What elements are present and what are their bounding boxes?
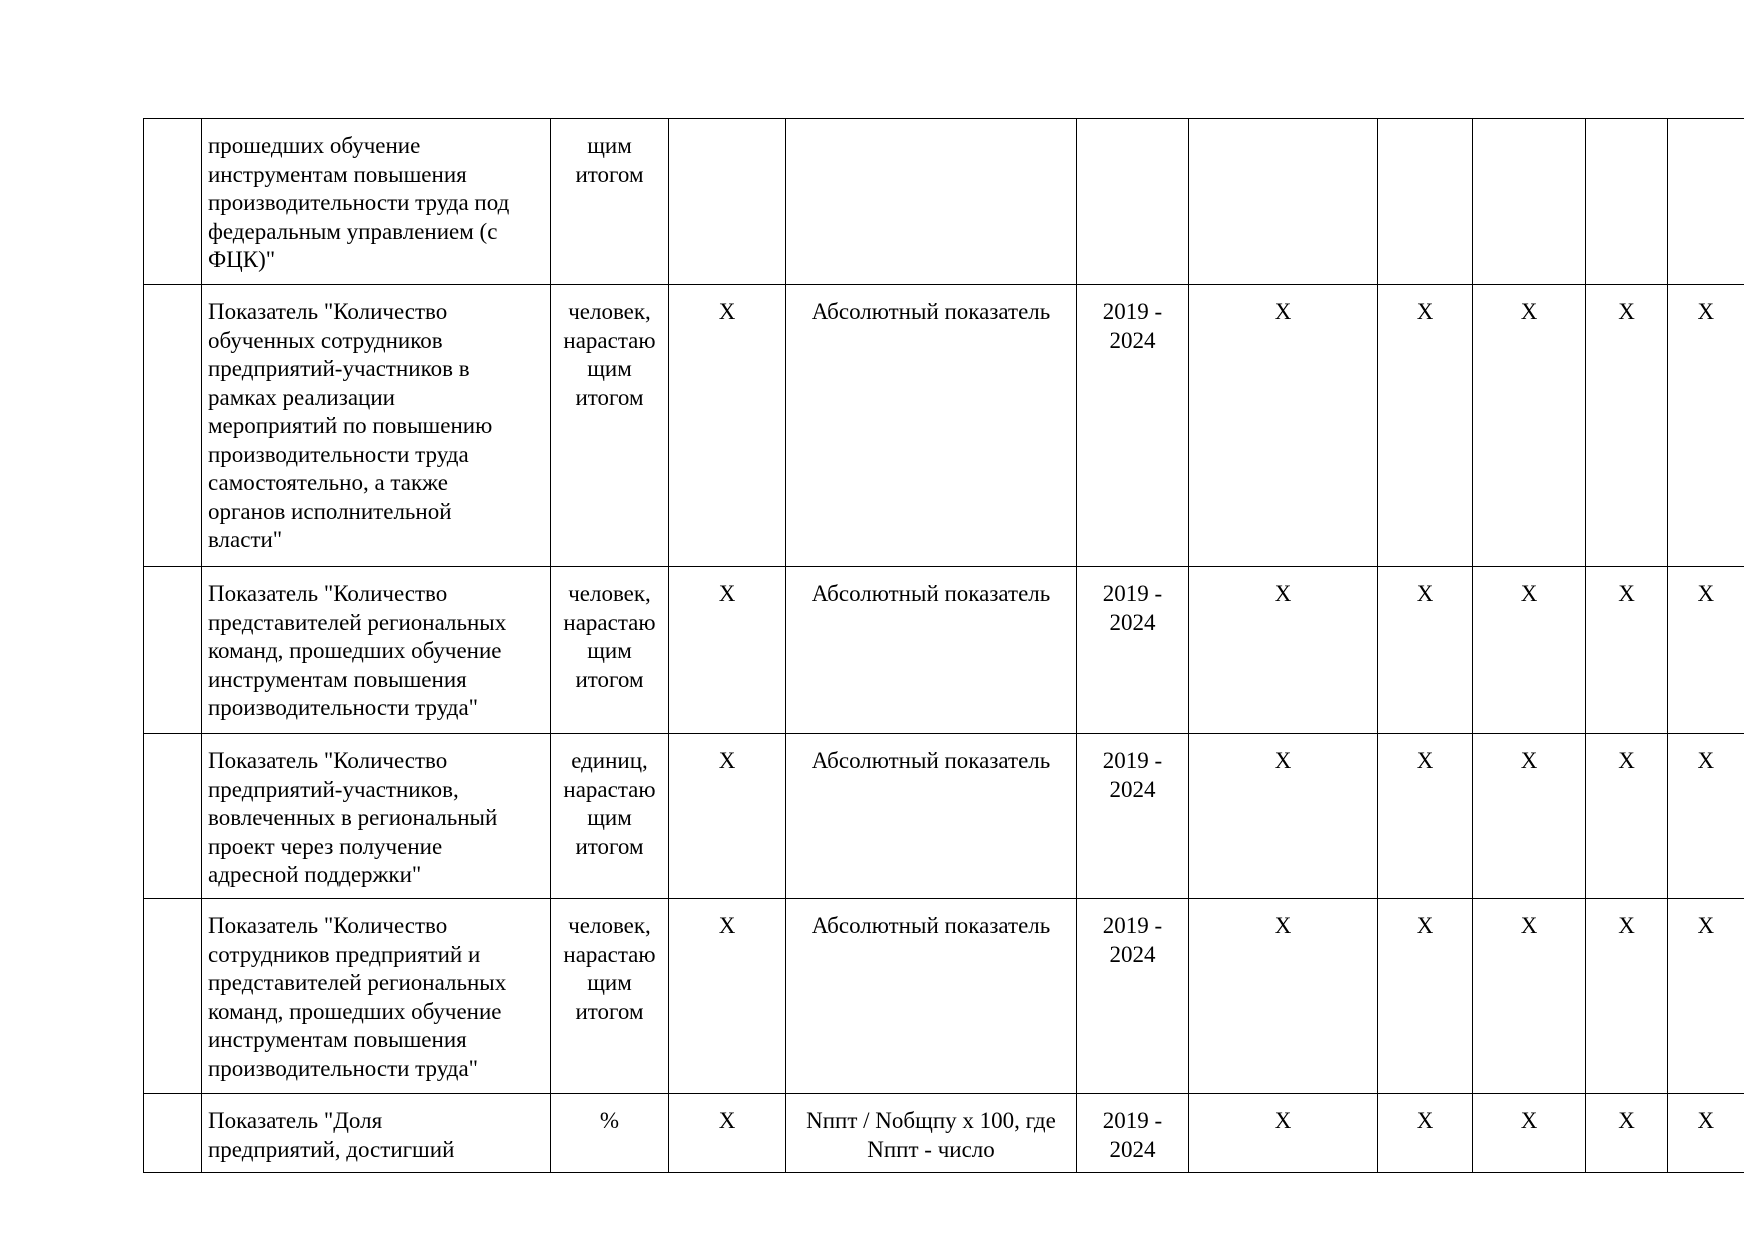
col6-cell: X	[1189, 285, 1378, 567]
col8-cell: X	[1473, 1094, 1586, 1173]
row-number	[144, 899, 202, 1094]
indicators-table	[143, 118, 1744, 1173]
table-row	[144, 734, 1744, 899]
col9-cell: X	[1586, 285, 1668, 567]
col9-cell: X	[1586, 1094, 1668, 1173]
period-cell: 2019 - 2024	[1077, 1094, 1189, 1173]
col10-cell: X	[1668, 734, 1744, 899]
col3-cell: X	[669, 567, 786, 734]
row-number	[144, 734, 202, 899]
col6-cell: X	[1189, 734, 1378, 899]
col8-cell	[1473, 119, 1586, 285]
indicator-name: Показатель "Доля предприятий, достигший	[202, 1094, 551, 1173]
col8-cell: X	[1473, 734, 1586, 899]
col10-cell: X	[1668, 285, 1744, 567]
unit-cell: человек, нарастаю щим итогом	[551, 285, 669, 567]
indicator-name: Показатель "Количество представителей региональных команд, прошедших обучение инструментам повышения производительности труда"	[202, 567, 551, 734]
indicator-name: Показатель "Количество предприятий-участников, вовлеченных в региональный проект через получение адресной поддержки"	[202, 734, 551, 899]
table-row	[144, 899, 1744, 1094]
indicator-name: Показатель "Количество сотрудников предприятий и представителей региональных команд, прошедших обучение инструментам повышения производительности труда"	[202, 899, 551, 1094]
indicator-name: прошедших обучение инструментам повышения производительности труда под федеральным управлением (с ФЦК)"	[202, 119, 551, 285]
col7-cell	[1378, 119, 1473, 285]
table-row	[144, 567, 1744, 734]
row-number	[144, 567, 202, 734]
col8-cell: X	[1473, 285, 1586, 567]
col8-cell: X	[1473, 899, 1586, 1094]
col7-cell: X	[1378, 899, 1473, 1094]
period-cell: 2019 - 2024	[1077, 567, 1189, 734]
col6-cell: X	[1189, 567, 1378, 734]
col8-cell: X	[1473, 567, 1586, 734]
col10-cell: X	[1668, 567, 1744, 734]
table-row	[144, 1094, 1744, 1173]
col6-cell: X	[1189, 1094, 1378, 1173]
col10-cell: X	[1668, 1094, 1744, 1173]
indicator-name: Показатель "Количество обученных сотрудников предприятий-участников в рамках реализации мероприятий по повышению производительности труда самостоятельно, а также органов исполнительной власти"	[202, 285, 551, 567]
col9-cell	[1586, 119, 1668, 285]
unit-cell: единиц, нарастаю щим итогом	[551, 734, 669, 899]
table-row	[144, 285, 1744, 567]
period-cell	[1077, 119, 1189, 285]
row-number	[144, 1094, 202, 1173]
col6-cell: X	[1189, 899, 1378, 1094]
col3-cell: X	[669, 899, 786, 1094]
unit-cell: %	[551, 1094, 669, 1173]
col9-cell: X	[1586, 734, 1668, 899]
col3-cell: X	[669, 734, 786, 899]
col3-cell	[669, 119, 786, 285]
table-row	[144, 119, 1744, 285]
col3-cell: X	[669, 1094, 786, 1173]
col7-cell: X	[1378, 734, 1473, 899]
unit-cell: человек, нарастаю щим итогом	[551, 899, 669, 1094]
method-cell: Абсолютный показатель	[786, 285, 1077, 567]
method-cell	[786, 119, 1077, 285]
col7-cell: X	[1378, 1094, 1473, 1173]
period-cell: 2019 - 2024	[1077, 899, 1189, 1094]
col3-cell: X	[669, 285, 786, 567]
period-cell: 2019 - 2024	[1077, 734, 1189, 899]
method-cell: Nппт / Nобщпу x 100, где Nппт - число	[786, 1094, 1077, 1173]
method-cell: Абсолютный показатель	[786, 734, 1077, 899]
col10-cell	[1668, 119, 1744, 285]
col7-cell: X	[1378, 567, 1473, 734]
col7-cell: X	[1378, 285, 1473, 567]
row-number	[144, 119, 202, 285]
method-cell: Абсолютный показатель	[786, 899, 1077, 1094]
unit-cell: человек, нарастаю щим итогом	[551, 567, 669, 734]
row-number	[144, 285, 202, 567]
period-cell: 2019 - 2024	[1077, 285, 1189, 567]
col9-cell: X	[1586, 899, 1668, 1094]
unit-cell: щим итогом	[551, 119, 669, 285]
col10-cell: X	[1668, 899, 1744, 1094]
col6-cell	[1189, 119, 1378, 285]
col9-cell: X	[1586, 567, 1668, 734]
method-cell: Абсолютный показатель	[786, 567, 1077, 734]
